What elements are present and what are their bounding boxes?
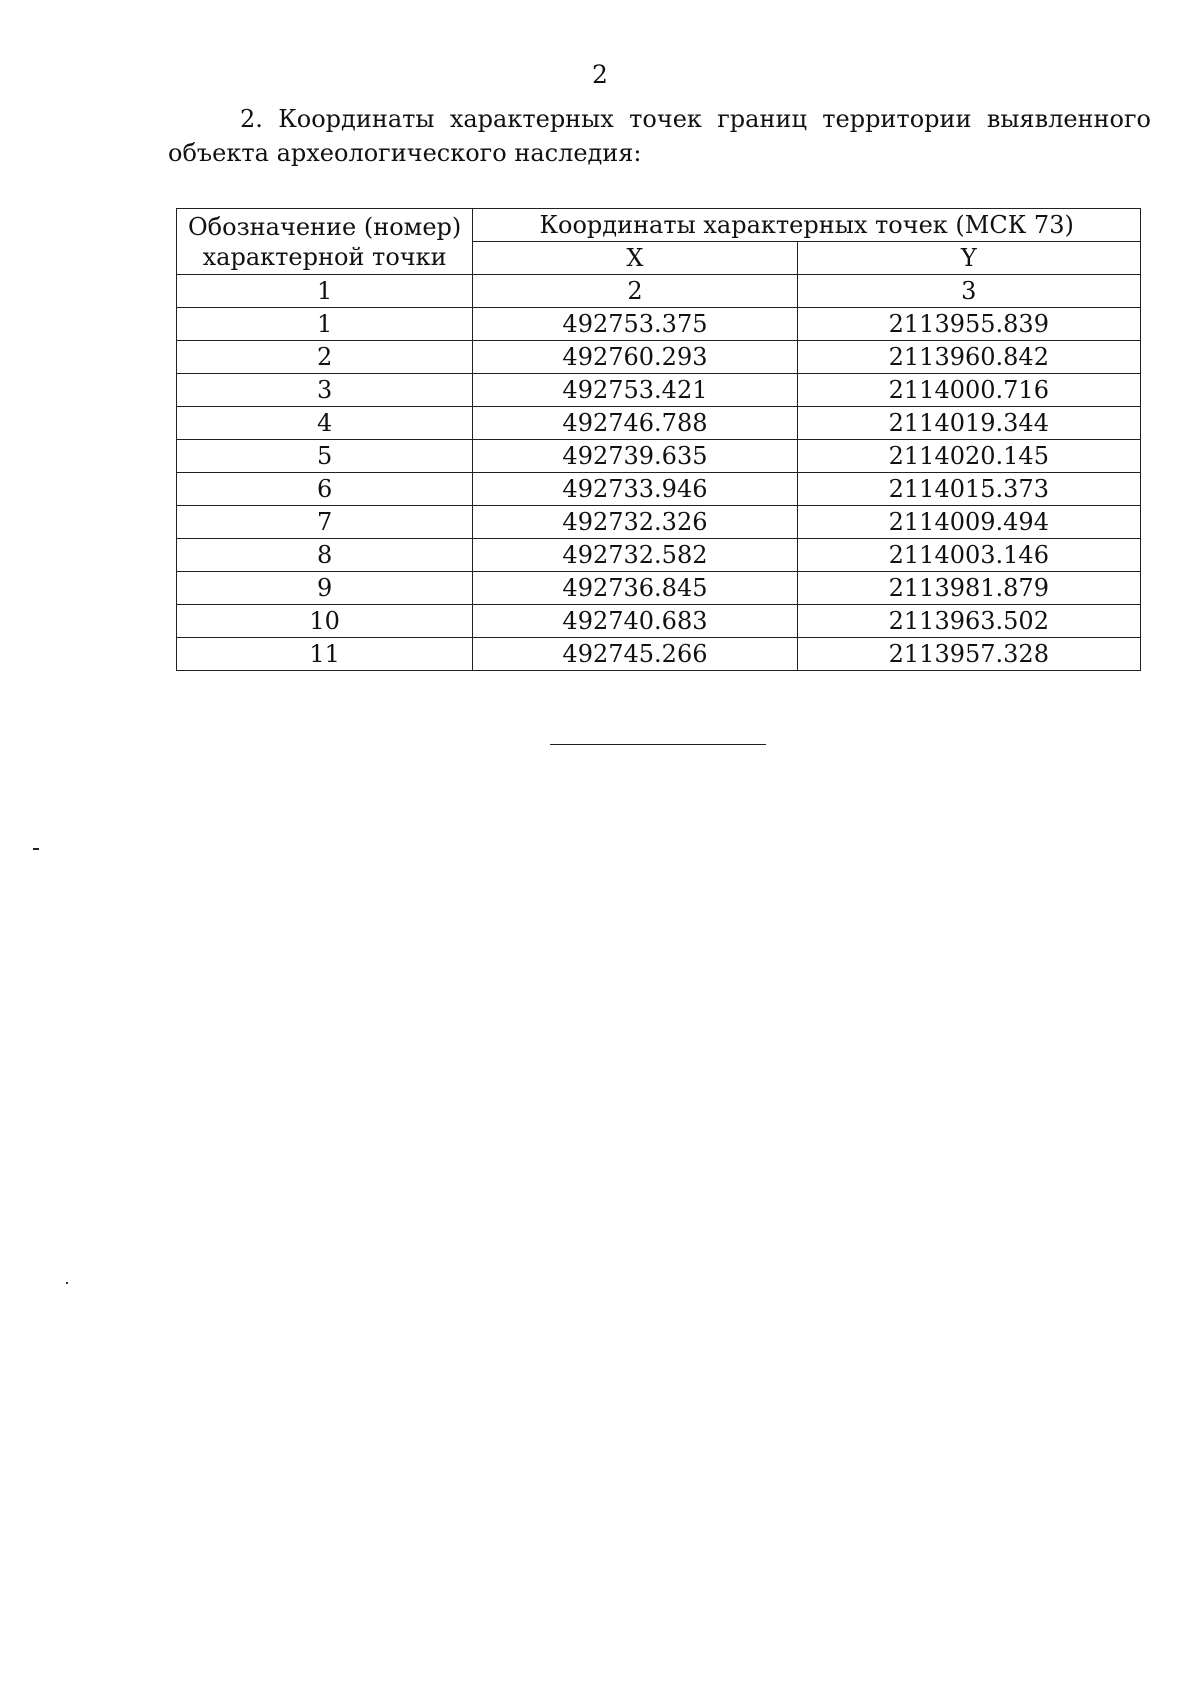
point-number-cell: 10 <box>177 605 473 638</box>
header-x: X <box>473 242 797 275</box>
intro-paragraph <box>168 102 1151 170</box>
table-row <box>177 539 1141 572</box>
scan-mark <box>66 1282 68 1284</box>
table-row <box>177 638 1141 671</box>
point-number-cell: 5 <box>177 440 473 473</box>
y-coordinate-cell: 2114020.145 <box>797 440 1140 473</box>
intro-line-1: 2. Координаты характерных точек границ территории выявленного <box>240 105 1151 133</box>
x-coordinate-cell: 492739.635 <box>473 440 797 473</box>
y-coordinate-cell: 2113981.879 <box>797 572 1140 605</box>
column-number: 2 <box>473 275 797 308</box>
y-coordinate-cell: 2113960.842 <box>797 341 1140 374</box>
header-y: Y <box>797 242 1140 275</box>
point-number-cell: 3 <box>177 374 473 407</box>
page-number: 2 <box>592 60 608 89</box>
x-coordinate-cell: 492746.788 <box>473 407 797 440</box>
table-row <box>177 506 1141 539</box>
table-row <box>177 572 1141 605</box>
y-coordinate-cell: 2114019.344 <box>797 407 1140 440</box>
point-number-cell: 4 <box>177 407 473 440</box>
x-coordinate-cell: 492736.845 <box>473 572 797 605</box>
table-row <box>177 308 1141 341</box>
point-number-cell: 6 <box>177 473 473 506</box>
point-number-cell: 8 <box>177 539 473 572</box>
header-point-designation: Обозначение (номер) характерной точки <box>177 209 473 275</box>
table-row <box>177 473 1141 506</box>
x-coordinate-cell: 492740.683 <box>473 605 797 638</box>
y-coordinate-cell: 2113963.502 <box>797 605 1140 638</box>
y-coordinate-cell: 2114000.716 <box>797 374 1140 407</box>
table-row <box>177 440 1141 473</box>
x-coordinate-cell: 492732.326 <box>473 506 797 539</box>
y-coordinate-cell: 2114015.373 <box>797 473 1140 506</box>
scan-mark <box>33 848 39 850</box>
column-number-row <box>177 275 1141 308</box>
column-number: 3 <box>797 275 1140 308</box>
point-number-cell: 9 <box>177 572 473 605</box>
x-coordinate-cell: 492733.946 <box>473 473 797 506</box>
table-row <box>177 605 1141 638</box>
x-coordinate-cell: 492732.582 <box>473 539 797 572</box>
header-coordinates: Координаты характерных точек (МСК 73) <box>473 209 1141 242</box>
point-number-cell: 2 <box>177 341 473 374</box>
coordinates-table <box>176 208 1141 671</box>
y-coordinate-cell: 2113957.328 <box>797 638 1140 671</box>
x-coordinate-cell: 492760.293 <box>473 341 797 374</box>
point-number-cell: 11 <box>177 638 473 671</box>
x-coordinate-cell: 492753.375 <box>473 308 797 341</box>
table-row <box>177 341 1141 374</box>
x-coordinate-cell: 492753.421 <box>473 374 797 407</box>
table-row <box>177 407 1141 440</box>
y-coordinate-cell: 2114003.146 <box>797 539 1140 572</box>
point-number-cell: 1 <box>177 308 473 341</box>
x-coordinate-cell: 492745.266 <box>473 638 797 671</box>
column-number: 1 <box>177 275 473 308</box>
table-row <box>177 374 1141 407</box>
table-header-row <box>177 209 1141 242</box>
end-separator-line <box>550 744 766 745</box>
intro-line-2: объекта археологического наследия: <box>168 139 642 167</box>
point-number-cell: 7 <box>177 506 473 539</box>
y-coordinate-cell: 2114009.494 <box>797 506 1140 539</box>
y-coordinate-cell: 2113955.839 <box>797 308 1140 341</box>
